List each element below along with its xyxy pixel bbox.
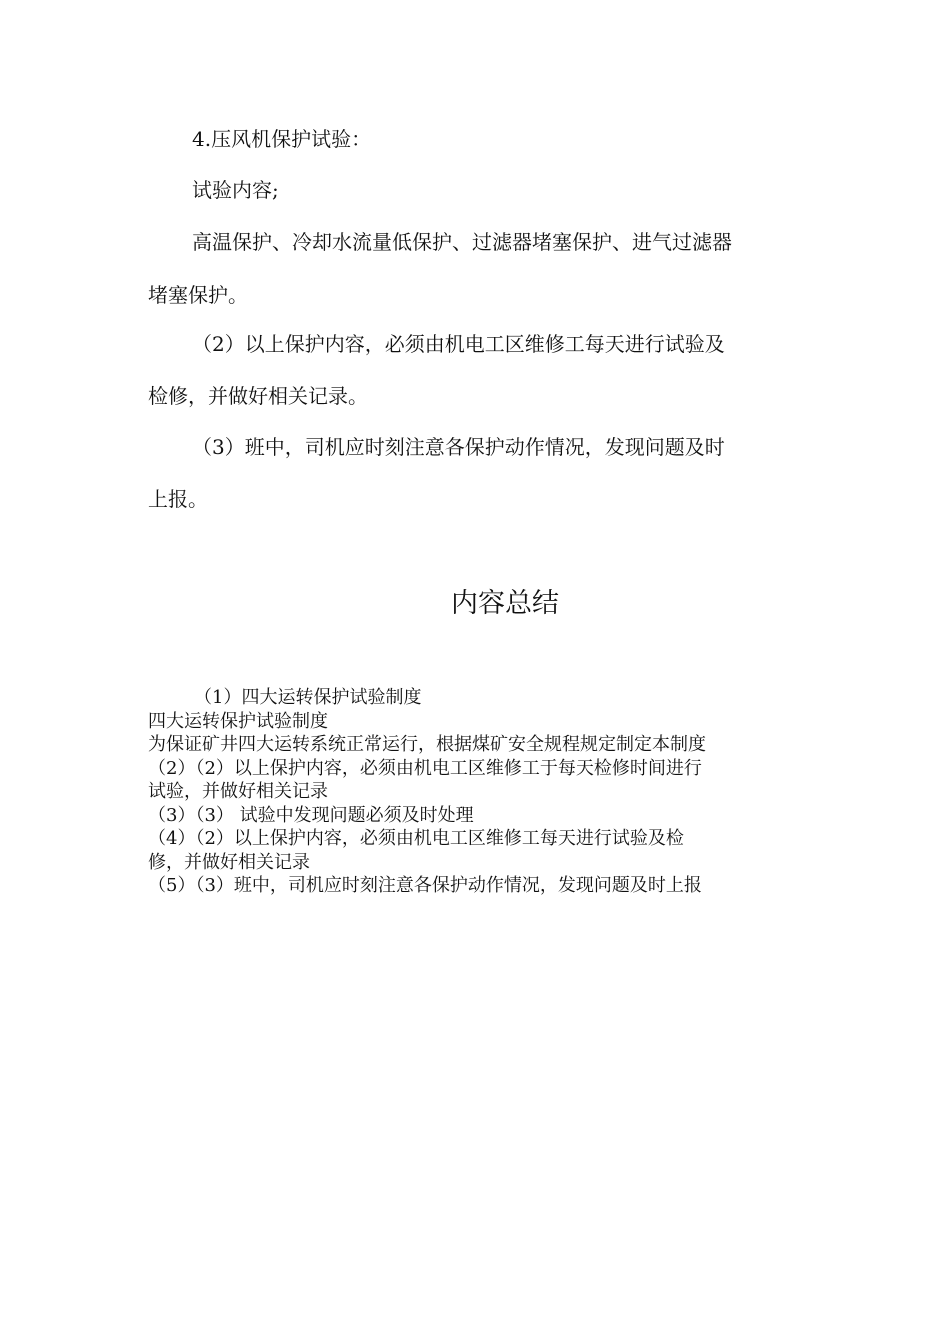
summary-line: 试验，并做好相关记录 <box>148 781 328 802</box>
paragraph-line: （3）班中，司机应时刻注意各保护动作情况，发现问题及时 <box>192 435 725 459</box>
summary-title: 内容总结 <box>451 588 559 619</box>
paragraph-line: 上报。 <box>148 487 208 511</box>
summary-list <box>148 686 808 898</box>
summary-line: （3）（3） 试验中发现问题必须及时处理 <box>148 804 474 826</box>
summary-line: （4）（2）以上保护内容，必须由机电工区维修工每天进行试验及检 <box>148 828 684 849</box>
paragraph-line: 高温保护、冷却水流量低保护、过滤器堵塞保护、进气过滤器 <box>192 230 732 254</box>
summary-line: （2）（2）以上保护内容，必须由机电工区维修工于每天检修时间进行 <box>148 757 702 779</box>
paragraph-line: 检修，并做好相关记录。 <box>148 384 368 408</box>
summary-line: 四大运转保护试验制度 <box>148 710 328 732</box>
summary-line: 修，并做好相关记录 <box>148 851 310 873</box>
summary-line: 为保证矿井四大运转系统正常运行，根据煤矿安全规程规定制定本制度 <box>148 734 706 755</box>
section-heading: 4.压风机保护试验： <box>192 127 372 151</box>
summary-line: （1）四大运转保护试验制度 <box>194 687 422 708</box>
summary-line: （5）（3）班中，司机应时刻注意各保护动作情况，发现问题及时上报 <box>148 875 702 896</box>
paragraph-line: 试验内容; <box>192 178 279 202</box>
paragraph-line: 堵塞保护。 <box>148 283 248 307</box>
paragraph-line: （2）以上保护内容，必须由机电工区维修工每天进行试验及 <box>192 332 725 356</box>
